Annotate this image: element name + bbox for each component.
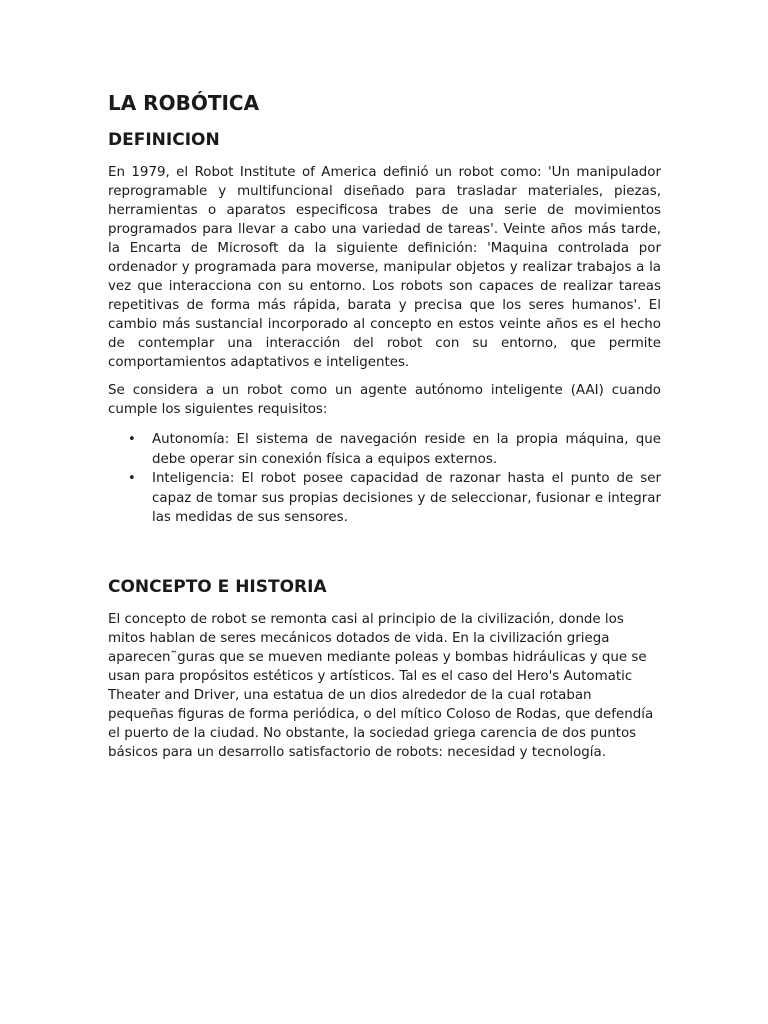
section-heading-concepto-historia: CONCEPTO E HISTORIA (108, 576, 327, 597)
list-item-inteligencia (128, 469, 661, 528)
definition-paragraph: En 1979, el Robot Institute of America definió un robot como: 'Un manipulador reprogramable y multifuncional diseñado para trasladar materiales, piezas, herramientas o aparatos especificosa trabes de una serie de movimientos programados para llevar a cabo una variedad de tareas'. Veinte años más tarde, la Encarta de Microsoft da la siguiente definición: 'Maquina controlada por ordenador y programada para moverse, manipular objetos y realizar trabajos a la vez que interacciona con su entorno. Los robots son capaces de realizar tareas repetitivas de forma más rápida, barata y precisa que los seres humanos'. El cambio más sustancial incorporado al concepto en estos veinte años es el hecho de contemplar una interacción del robot con su entorno, que permite comportamientos adaptativos e inteligentes. (108, 165, 661, 370)
document-title: LA ROBÓTICA (108, 91, 260, 115)
bullet-icon: • (128, 471, 136, 486)
section-definicion (108, 127, 661, 528)
list-item-text: Autonomía: El sistema de navegación reside en la propia máquina, que debe operar sin conexión física a equipos externos. (152, 432, 661, 467)
list-item-autonomia (128, 430, 661, 469)
section-concepto-historia (108, 574, 661, 762)
document-page (108, 88, 661, 771)
bullet-icon: • (128, 432, 136, 447)
requirements-intro-paragraph: Se considera a un robot como un agente autónomo inteligente (AAI) cuando cumple los siguientes requisitos: (108, 383, 661, 417)
list-item-text: Inteligencia: El robot posee capacidad de razonar hasta el punto de ser capaz de tomar sus propias decisiones y de seleccionar, fusionar e integrar las medidas de sus sensores. (152, 471, 661, 525)
requirements-list (108, 430, 661, 528)
history-paragraph: El concepto de robot se remonta casi al principio de la civilización, donde los mitos hablan de seres mecánicos dotados de vida. En la civilización griega aparecen˜guras que se mueven mediante poleas y bombas hidráulicas y que se usan para propósitos estéticos y artísticos. Tal es el caso del Hero's Automatic Theater and Driver, una estatua de un dios alrededor de la cual rotaban pequeñas figuras de forma periódica, o del mítico Coloso de Rodas, que defendía el puerto de la ciudad. No obstante, la sociedad griega carencia de dos puntos básicos para un desarrollo satisfactorio de robots: necesidad y tecnología. (108, 611, 654, 760)
section-heading-definicion: DEFINICION (108, 130, 220, 150)
